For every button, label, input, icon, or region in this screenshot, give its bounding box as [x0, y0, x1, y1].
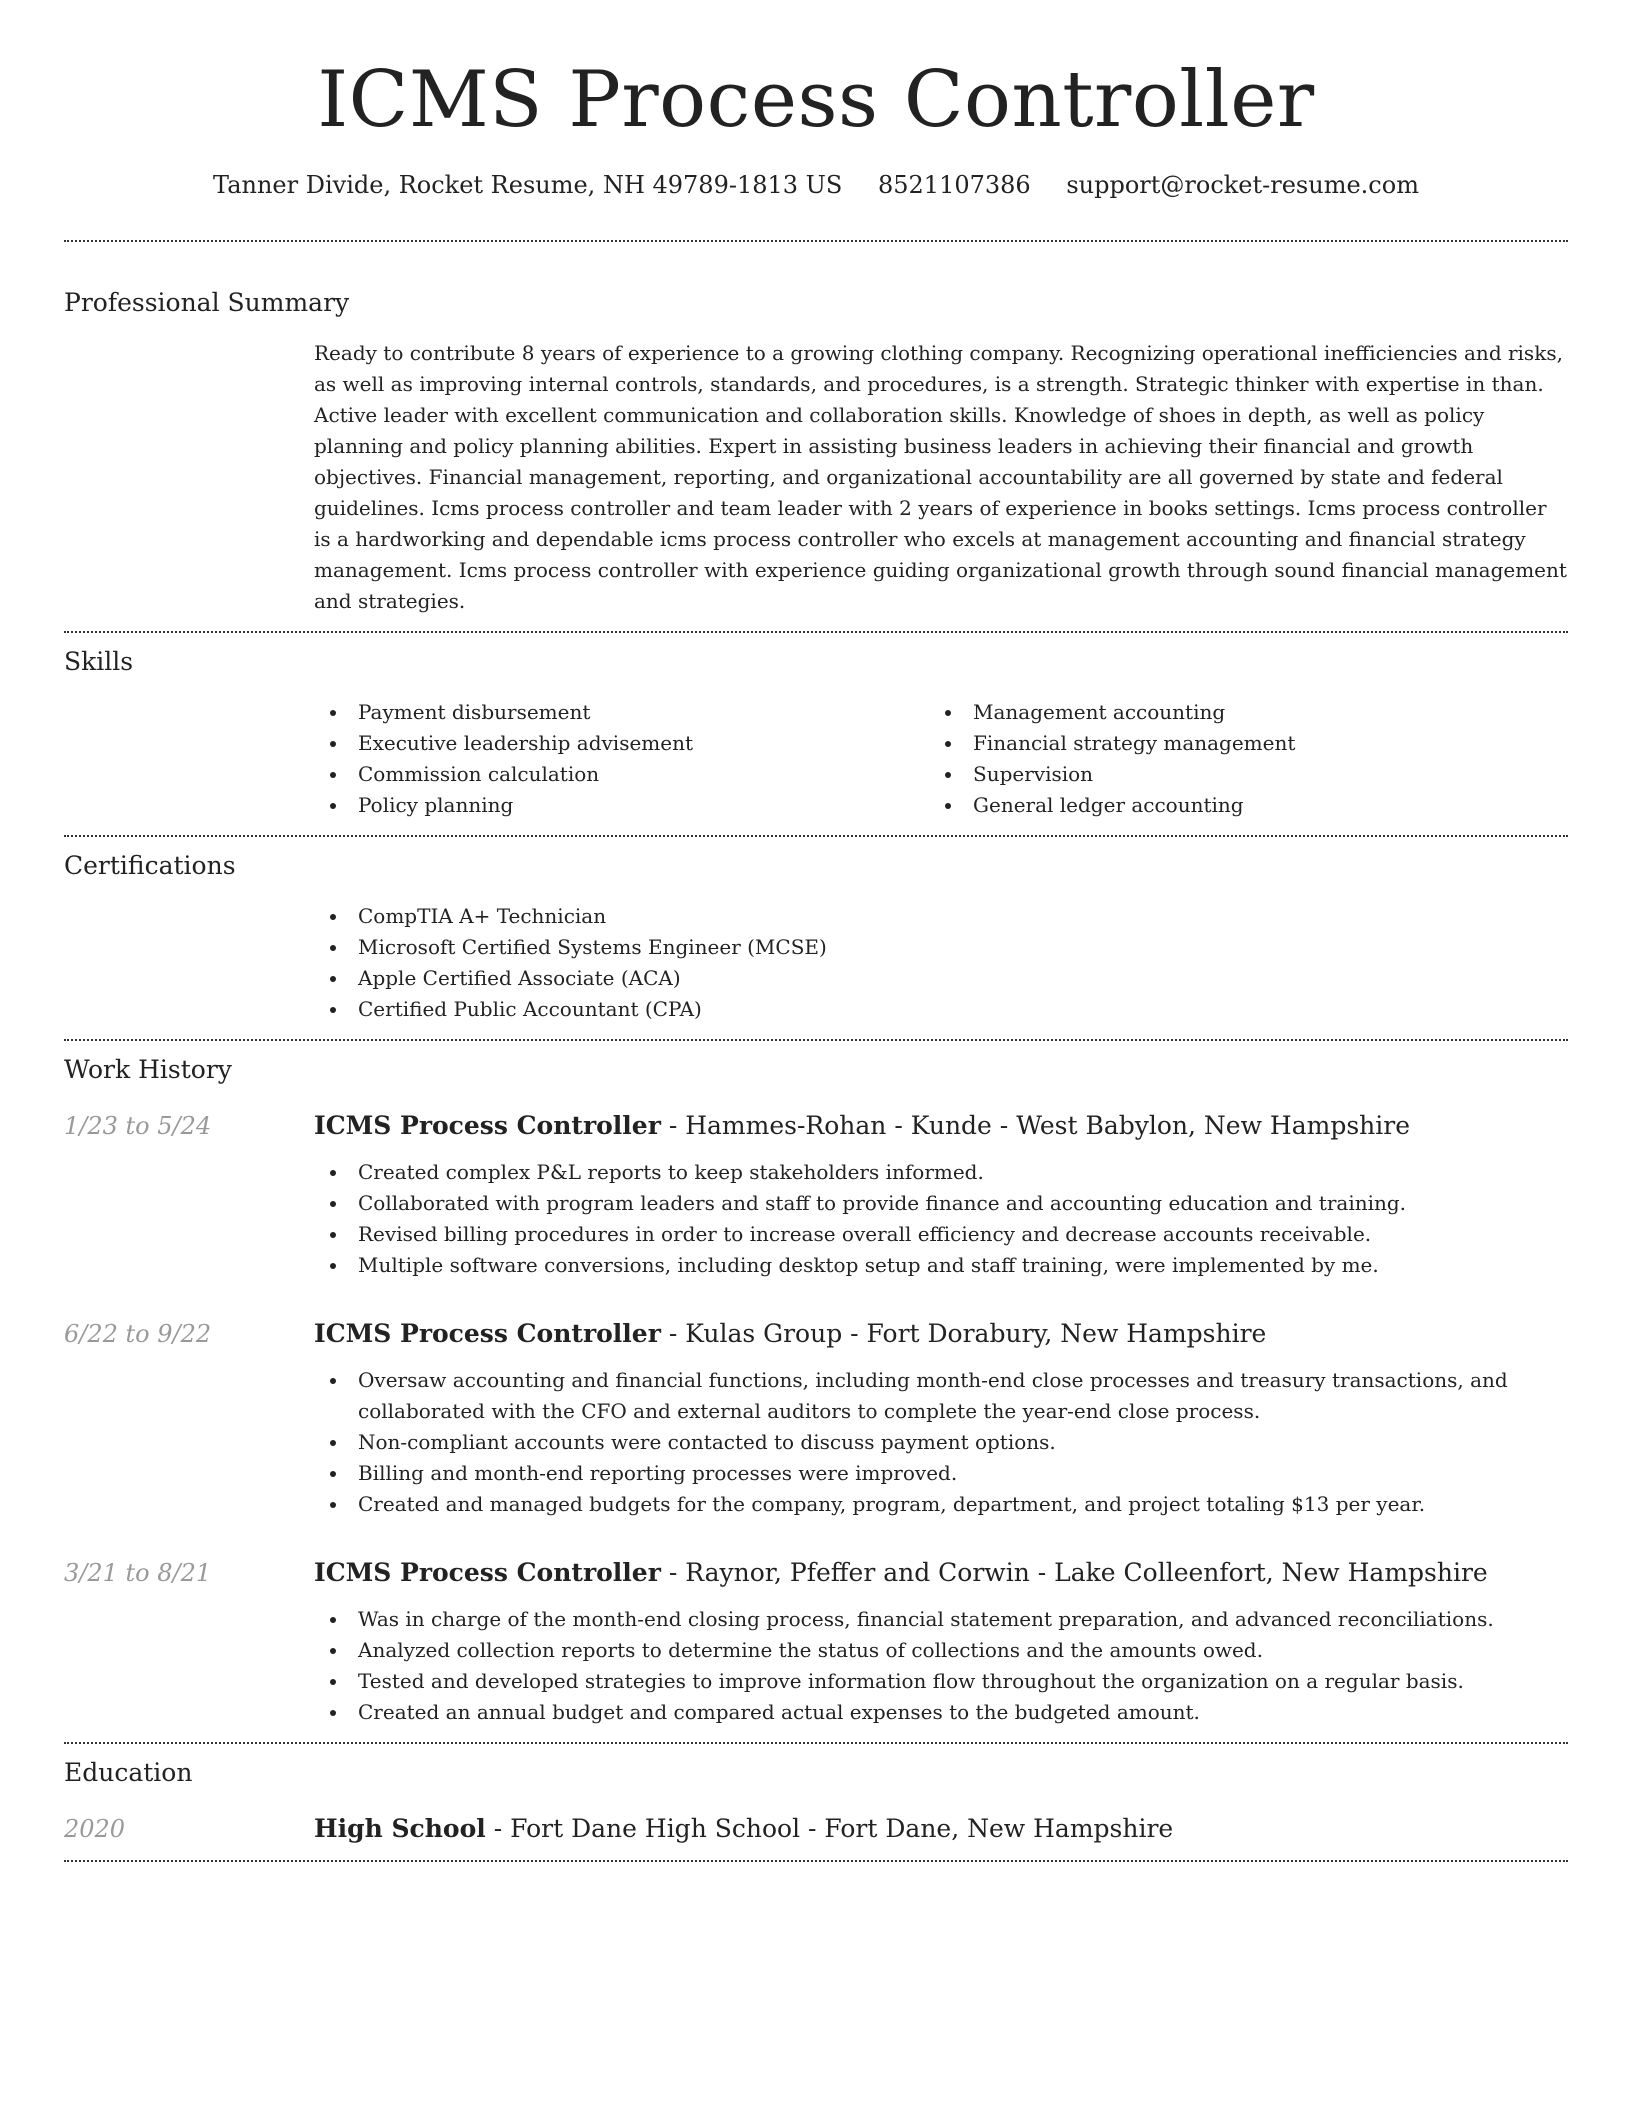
contact-address: Tanner Divide, Rocket Resume, NH 49789-1813 US	[213, 171, 843, 199]
contact-line	[64, 168, 1568, 202]
certifications-list	[314, 901, 1568, 1025]
education-title	[314, 1812, 1568, 1846]
list-item: Tested and developed strategies to improve information flow throughout the organization on a regular basis.	[314, 1666, 1568, 1697]
job-title	[314, 1317, 1568, 1351]
job-entry	[64, 1109, 1568, 1281]
list-item: Non-compliant accounts were contacted to discuss payment options.	[314, 1427, 1568, 1458]
summary-section	[64, 242, 1568, 631]
list-item: Multiple software conversions, including desktop setup and staff training, were implemented by me.	[314, 1250, 1568, 1281]
summary-text: Ready to contribute 8 years of experience to a growing clothing company. Recognizing operational inefficiencies and risks, as well as improving internal controls, standards, and procedures, is a strength. Strategic thinker with expertise in than. Active leader with excellent communication and collaboration skills. Knowledge of shoes in depth, as well as policy planning and policy planning abilities. Expert in assisting business leaders in achieving their financial and growth objectives. Financial management, reporting, and organizational accountability are all governed by state and federal guidelines. Icms process controller and team leader with 2 years of experience in books settings. Icms process controller is a hardworking and dependable icms process controller who excels at management accounting and financial strategy management. Icms process controller with experience guiding organizational growth through sound financial management and strategies.	[314, 341, 1567, 613]
job-dates: 3/21 to 8/21	[64, 1559, 212, 1587]
list-item: Billing and month-end reporting processes were improved.	[314, 1458, 1568, 1489]
list-item: Created an annual budget and compared actual expenses to the budgeted amount.	[314, 1697, 1568, 1728]
list-item: Payment disbursement	[314, 697, 929, 728]
education-entry	[64, 1812, 1568, 1846]
list-item: Commission calculation	[314, 759, 929, 790]
job-role: ICMS Process Controller	[314, 1319, 661, 1348]
job-role: ICMS Process Controller	[314, 1558, 661, 1587]
resume-header	[64, 0, 1568, 202]
job-details: - Hammes-Rohan - Kunde - West Babylon, New Hampshire	[660, 1111, 1411, 1140]
job-details: - Raynor, Pfeffer and Corwin - Lake Colleenfort, New Hampshire	[660, 1558, 1488, 1587]
job-title	[314, 1556, 1568, 1590]
education-date: 2020	[64, 1815, 126, 1843]
job-bullets	[314, 1157, 1568, 1281]
candidate-name: ICMS Process Controller	[317, 55, 1315, 145]
summary-heading: Professional Summary	[64, 288, 350, 317]
list-item: Management accounting	[929, 697, 1544, 728]
list-item: Created complex P&L reports to keep stakeholders informed.	[314, 1157, 1568, 1188]
list-item: Certified Public Accountant (CPA)	[314, 994, 1568, 1025]
skills-section	[64, 633, 1568, 835]
contact-email[interactable]: support@rocket-resume.com	[1066, 171, 1419, 199]
job-dates: 6/22 to 9/22	[64, 1320, 212, 1348]
divider	[64, 1860, 1568, 1862]
list-item: Oversaw accounting and financial functions, including month-end close processes and treasury transactions, and collaborated with the CFO and external auditors to complete the year-end close process.	[314, 1365, 1568, 1427]
job-title	[314, 1109, 1568, 1143]
education-details: - Fort Dane High School - Fort Dane, New Hampshire	[485, 1814, 1174, 1843]
list-item: Supervision	[929, 759, 1544, 790]
list-item: Revised billing procedures in order to increase overall efficiency and decrease accounts receivable.	[314, 1219, 1568, 1250]
list-item: Executive leadership advisement	[314, 728, 929, 759]
list-item: Analyzed collection reports to determine the status of collections and the amounts owed.	[314, 1635, 1568, 1666]
certifications-section	[64, 837, 1568, 1039]
list-item: Microsoft Certified Systems Engineer (MCSE)	[314, 932, 1568, 963]
job-role: ICMS Process Controller	[314, 1111, 661, 1140]
skills-heading: Skills	[64, 647, 134, 676]
list-item: General ledger accounting	[929, 790, 1544, 821]
skills-list-left	[314, 697, 929, 821]
list-item: Financial strategy management	[929, 728, 1544, 759]
list-item: Apple Certified Associate (ACA)	[314, 963, 1568, 994]
list-item: Created and managed budgets for the company, program, department, and project totaling $13 per year.	[314, 1489, 1568, 1520]
education-heading: Education	[64, 1758, 193, 1787]
work-history-heading: Work History	[64, 1055, 232, 1084]
contact-phone: 8521107386	[877, 171, 1031, 199]
skills-list-right	[929, 697, 1544, 821]
list-item: Was in charge of the month-end closing process, financial statement preparation, and advanced reconciliations.	[314, 1604, 1568, 1635]
job-entry	[64, 1317, 1568, 1520]
education-degree: High School	[314, 1814, 486, 1843]
job-entry	[64, 1556, 1568, 1728]
work-history-section	[64, 1041, 1568, 1742]
job-bullets	[314, 1604, 1568, 1728]
job-details: - Kulas Group - Fort Dorabury, New Hampshire	[660, 1319, 1267, 1348]
certifications-heading: Certifications	[64, 851, 236, 880]
job-bullets	[314, 1365, 1568, 1520]
list-item: Collaborated with program leaders and staff to provide finance and accounting education and training.	[314, 1188, 1568, 1219]
job-dates: 1/23 to 5/24	[64, 1112, 212, 1140]
list-item: Policy planning	[314, 790, 929, 821]
list-item: CompTIA A+ Technician	[314, 901, 1568, 932]
education-section	[64, 1744, 1568, 1860]
